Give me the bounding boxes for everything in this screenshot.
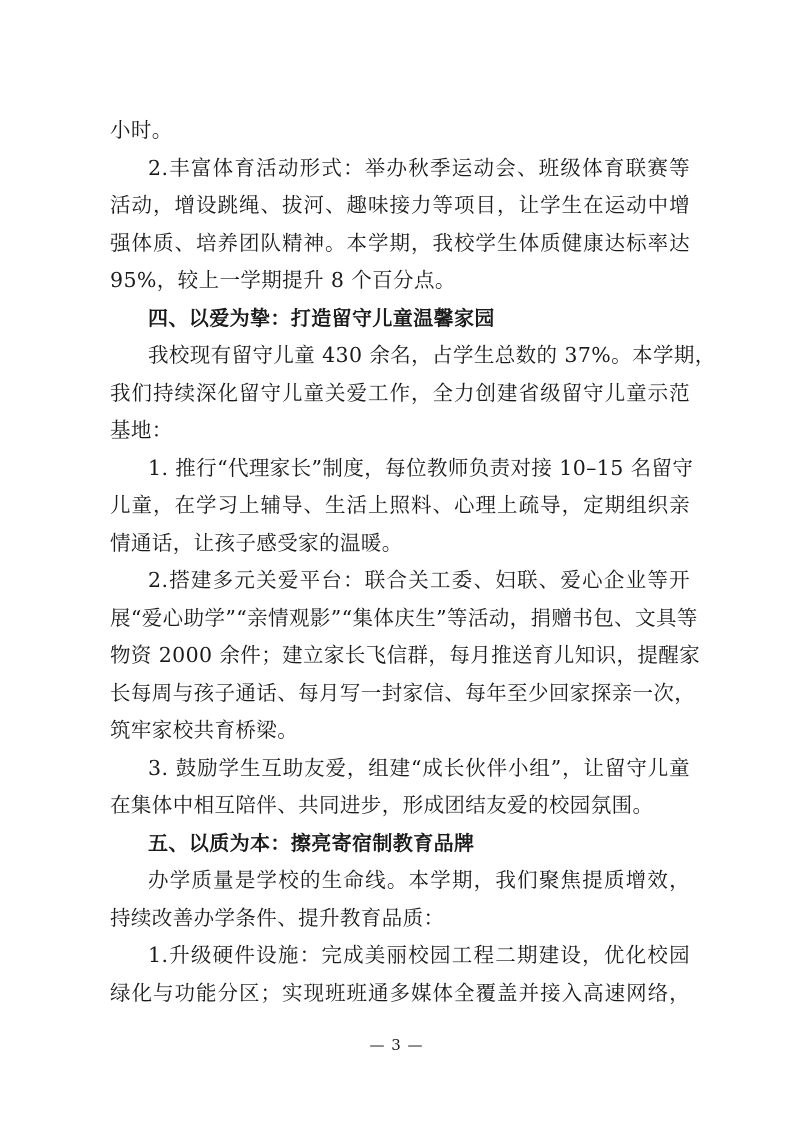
paragraph-line: 我们持续深化留守儿童关爱工作，全力创建省级留守儿童示范 (110, 380, 690, 405)
section-heading: 五、以质为本：擦亮寄宿制教育品牌 (148, 830, 475, 855)
paragraph-line: 3. 鼓励学生互助友爱，组建“成长伙伴小组”，让留守儿童 (148, 755, 690, 780)
paragraph-line: 小时。 (110, 118, 173, 142)
paragraph-line: 2.丰富体育活动形式：举办秋季运动会、班级体育联赛等 (148, 155, 690, 180)
paragraph-line: 基地： (110, 418, 173, 442)
paragraph-line: 强体质、培养团队精神。本学期，我校学生体质健康达标率达 (110, 230, 690, 255)
paragraph-line: 展“爱心助学”“亲情观影”“集体庆生”等活动，捐赠书包、文具等 (110, 605, 698, 630)
paragraph-line: 筑牢家校共育桥梁。 (110, 718, 299, 742)
paragraph-line: 情通话，让孩子感受家的温暖。 (110, 530, 403, 555)
page-number: — 3 — (369, 1036, 424, 1054)
paragraph-line: 物资 2000 余件；建立家长飞信群，每月推送育儿知识，提醒家 (110, 643, 701, 667)
paragraph-line: 我校现有留守儿童 430 余名，占学生总数的 37%。本学期， (148, 343, 716, 367)
paragraph-line: 2.搭建多元关爱平台：联合关工委、妇联、爱心企业等开 (148, 568, 690, 592)
paragraph-line: 在集体中相互陪伴、共同进步，形成团结友爱的校园氛围。 (110, 793, 654, 817)
paragraph-line: 儿童，在学习上辅导、生活上照料、心理上疏导，定期组织亲 (110, 493, 690, 517)
paragraph-line: 绿化与功能分区；实现班班通多媒体全覆盖并接入高速网络， (110, 980, 690, 1005)
paragraph-line: 办学质量是学校的生命线。本学期，我们聚焦提质增效， (148, 868, 690, 892)
section-heading: 四、以爱为挚：打造留守儿童温馨家园 (148, 305, 495, 330)
paragraph-line: 1.升级硬件设施：完成美丽校园工程二期建设，优化校园 (148, 943, 690, 967)
paragraph-line: 持续改善办学条件、提升教育品质： (110, 905, 445, 930)
paragraph-line: 长每周与孩子通话、每月写一封家信、每年至少回家探亲一次， (110, 680, 696, 705)
paragraph-line: 活动，增设跳绳、拔河、趣味接力等项目，让学生在运动中增 (110, 193, 690, 217)
paragraph-line: 1. 推行“代理家长”制度，每位教师负责对接 10–15 名留守 (148, 455, 694, 480)
paragraph-line: 95%，较上一学期提升 8 个百分点。 (110, 268, 456, 292)
